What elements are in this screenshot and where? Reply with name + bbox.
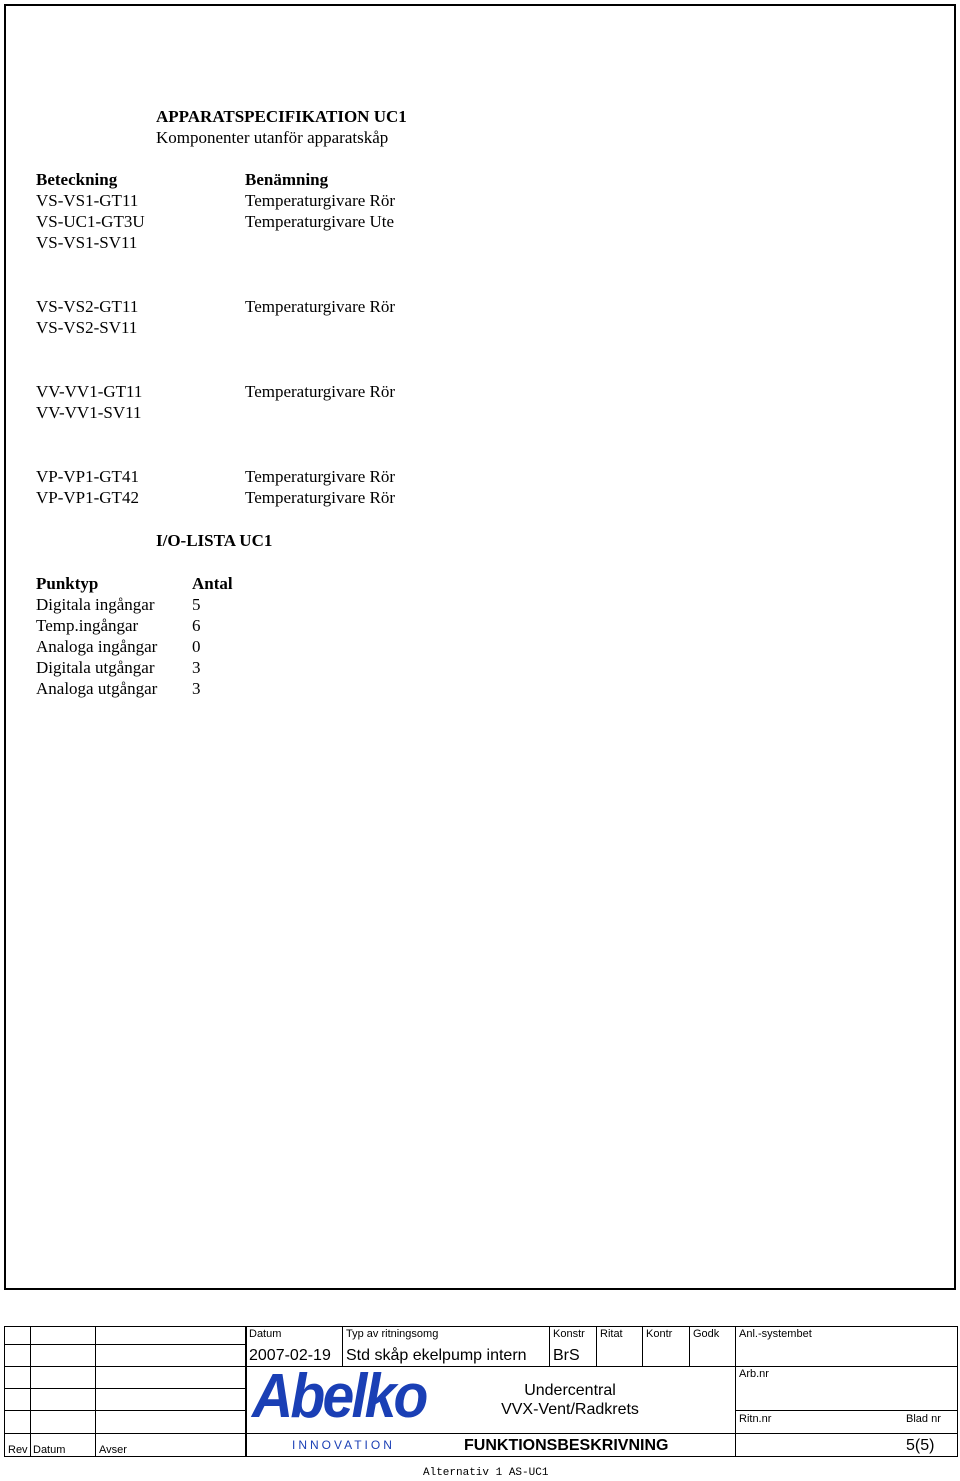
spec-code: VS-UC1-GT3U	[36, 212, 145, 231]
grid-line	[642, 1326, 643, 1366]
bladnr-label: Blad nr	[906, 1413, 941, 1425]
spec-code: VV-VV1-SV11	[36, 403, 142, 422]
type-label: Typ av ritningsomg	[346, 1328, 439, 1340]
spec-name: Temperaturgivare Rör	[245, 488, 396, 507]
project-line2: VVX-Vent/Radkrets	[501, 1401, 639, 1418]
grid-line	[342, 1326, 343, 1366]
grid-line	[596, 1326, 597, 1366]
io-count: 3	[192, 658, 201, 677]
io-col-count: Antal	[192, 574, 233, 593]
spec-code: VS-VS2-SV11	[36, 318, 138, 337]
sheet-number: 5(5)	[906, 1437, 935, 1454]
io-type: Temp.ingångar	[36, 616, 139, 635]
footer-note: Alternativ 1 AS-UC1	[423, 1467, 549, 1479]
spec-name: Temperaturgivare Rör	[245, 191, 396, 210]
spec-name: Temperaturgivare Rör	[245, 297, 396, 316]
grid-line	[735, 1326, 736, 1457]
spec-code: VP-VP1-GT42	[36, 488, 139, 507]
grid-line	[4, 1388, 245, 1389]
grid-line	[30, 1326, 31, 1457]
rev-label: Rev	[8, 1444, 28, 1456]
logo-subtitle: INNOVATION	[292, 1438, 395, 1452]
spec-code: VS-VS1-SV11	[36, 233, 138, 252]
logo-wordmark: Abelko	[252, 1362, 426, 1431]
grid-line	[95, 1326, 96, 1457]
col-designation-header: Beteckning	[36, 170, 118, 189]
io-type: Digitala ingångar	[36, 595, 155, 614]
grid-line	[4, 1366, 245, 1367]
spec-title: APPARATSPECIFIKATION UC1	[156, 107, 407, 126]
type-value: Std skåp ekelpump intern	[346, 1347, 527, 1364]
io-count: 5	[192, 595, 201, 614]
spec-name: Temperaturgivare Rör	[245, 467, 396, 486]
document-title: FUNKTIONSBESKRIVNING	[464, 1437, 669, 1454]
grid-line	[735, 1410, 958, 1411]
spec-code: VS-VS1-GT11	[36, 191, 139, 210]
grid-line	[549, 1326, 550, 1366]
io-count: 0	[192, 637, 201, 656]
godk-label: Godk	[693, 1328, 720, 1340]
io-count: 6	[192, 616, 201, 635]
grid-line	[245, 1326, 247, 1457]
ritat-label: Ritat	[600, 1328, 623, 1340]
abelko-logo	[252, 1362, 426, 1454]
datum-label: Datum	[249, 1328, 282, 1340]
grid-line	[4, 1410, 245, 1411]
io-count: 3	[192, 679, 201, 698]
project-line1: Undercentral	[524, 1382, 616, 1399]
spec-name: Temperaturgivare Ute	[245, 212, 395, 231]
col-name-header: Benämning	[245, 170, 329, 189]
spec-code: VV-VV1-GT11	[36, 382, 143, 401]
rev-datum-label: Datum	[33, 1444, 66, 1456]
grid-line	[4, 1433, 245, 1434]
grid-line	[689, 1326, 690, 1366]
spec-subtitle: Komponenter utanför apparatskåp	[156, 128, 389, 147]
io-title: I/O-LISTA UC1	[156, 531, 273, 550]
io-type: Analoga utgångar	[36, 679, 158, 698]
io-type: Analoga ingångar	[36, 637, 158, 656]
io-type: Digitala utgångar	[36, 658, 155, 677]
avser-label: Avser	[99, 1444, 127, 1456]
io-col-type: Punktyp	[36, 574, 99, 593]
spec-name: Temperaturgivare Rör	[245, 382, 396, 401]
spec-code: VP-VP1-GT41	[36, 467, 139, 486]
anl-label: Anl.-systembet	[739, 1328, 812, 1340]
ritnr-label: Ritn.nr	[739, 1413, 772, 1425]
spec-code: VS-VS2-GT11	[36, 297, 139, 316]
konstr-value: BrS	[553, 1347, 580, 1364]
kontr-label: Kontr	[646, 1328, 673, 1340]
datum-value: 2007-02-19	[249, 1347, 331, 1364]
konstr-label: Konstr	[553, 1328, 585, 1340]
grid-line	[4, 1344, 245, 1345]
arbnr-label: Arb.nr	[739, 1368, 769, 1380]
